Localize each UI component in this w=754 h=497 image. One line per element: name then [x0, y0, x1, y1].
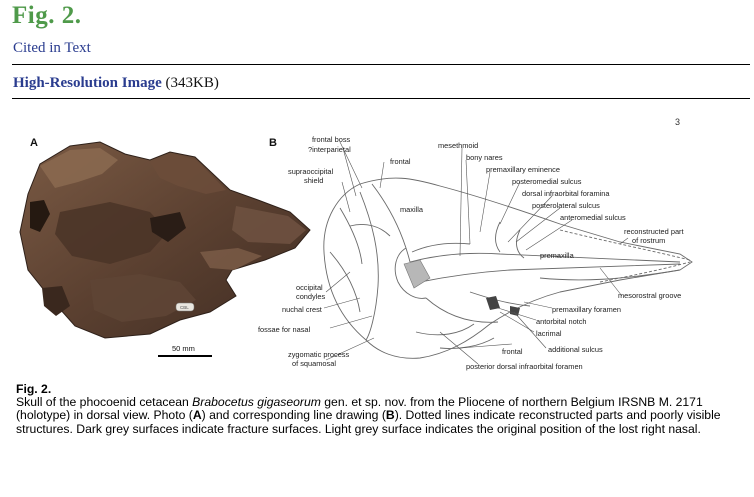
label-additional-sulcus: additional sulcus: [548, 345, 603, 354]
label-mesethmoid: mesethmoid: [438, 141, 479, 150]
label-premaxillary-eminence: premaxillary eminence: [486, 165, 560, 174]
caption-title: Fig. 2.: [16, 382, 52, 396]
divider-top: [12, 64, 750, 65]
label-posterior-dorsal-infraorbital-foramen: posterior dorsal infraorbital foramen: [466, 362, 583, 371]
label-occipital-1: occipital: [296, 283, 323, 292]
label-dorsal-infraorbital-foramina: dorsal infraorbital foramina: [522, 189, 610, 198]
high-resolution-image-link[interactable]: High-Resolution Image: [13, 75, 162, 91]
divider-bottom: [12, 98, 750, 99]
panel-a-label: A: [30, 137, 38, 149]
skull-photo: [20, 142, 310, 338]
label-reconstructed-part-2: of rostrum: [632, 236, 666, 245]
fracture-surface-dark-1: [486, 296, 500, 310]
label-occipital-2: condyles: [296, 292, 326, 301]
label-posteromedial-sulcus: posteromedial sulcus: [512, 177, 582, 186]
specimen-tag-text: CBL: [180, 305, 189, 310]
label-antorbital-notch: antorbital notch: [536, 317, 587, 326]
label-interparietal: ?interparietal: [308, 145, 351, 154]
label-frontal-boss: frontal boss: [312, 135, 351, 144]
label-frontal-bottom: frontal: [502, 347, 523, 356]
figure-svg: [0, 102, 754, 380]
page-number: 3: [675, 117, 681, 127]
label-posterolateral-sulcus: posterolateral sulcus: [532, 201, 600, 210]
hires-row: [13, 75, 219, 92]
figure-title: Fig. 2.: [12, 2, 82, 29]
figure-image: [0, 102, 754, 380]
fracture-surface-light: [404, 260, 430, 288]
caption-text-4: ). Dotted lines indicate reconstructed parts and poorly visible structures. Dark grey surfaces indicate fracture surfaces. Light grey surface indicates the original position of the lost right nasal.: [16, 408, 721, 436]
caption-panel-b: B: [385, 408, 395, 423]
label-zygomatic-2: of squamosal: [292, 359, 336, 368]
caption-panel-a: A: [192, 408, 202, 423]
label-zygomatic-1: zygomatic process: [288, 350, 350, 359]
label-supraoccipital-2: shield: [304, 176, 324, 185]
figure-caption: [16, 383, 752, 436]
label-mesorostral-groove: mesorostral groove: [618, 291, 682, 300]
label-bony-nares: bony nares: [466, 153, 503, 162]
label-frontal-top: frontal: [390, 157, 411, 166]
label-supraoccipital-1: supraoccipital: [288, 167, 334, 176]
label-fossae-for-nasal: fossae for nasal: [258, 325, 311, 334]
caption-text-1: Skull of the phocoenid cetacean: [16, 395, 193, 410]
label-nuchal-crest: nuchal crest: [282, 305, 322, 314]
label-maxilla: maxilla: [400, 205, 423, 214]
panel-b-label: B: [269, 137, 277, 149]
label-premaxillary-foramen: premaxillary foramen: [552, 305, 622, 314]
caption-text-2: gen. et sp. nov. from the Pliocene of northern Belgium IRSNB M. 2171 (holotype) in dorsal view. Photo (: [16, 395, 703, 423]
caption-text-3: ) and corresponding line drawing (: [201, 408, 386, 423]
caption-genus: Brabocetus gigaseorum: [192, 395, 321, 410]
label-lacrimal: lacrimal: [536, 329, 562, 338]
label-anteromedial-sulcus: anteromedial sulcus: [560, 213, 626, 222]
cited-in-text-link[interactable]: Cited in Text: [13, 40, 91, 56]
hires-file-size: (343KB): [165, 75, 219, 91]
skull-line-drawing: [324, 178, 692, 358]
label-premaxilla: premaxilla: [540, 251, 574, 260]
label-reconstructed-part-1: reconstructed part: [624, 227, 684, 236]
scale-bar-label: 50 mm: [172, 344, 195, 353]
